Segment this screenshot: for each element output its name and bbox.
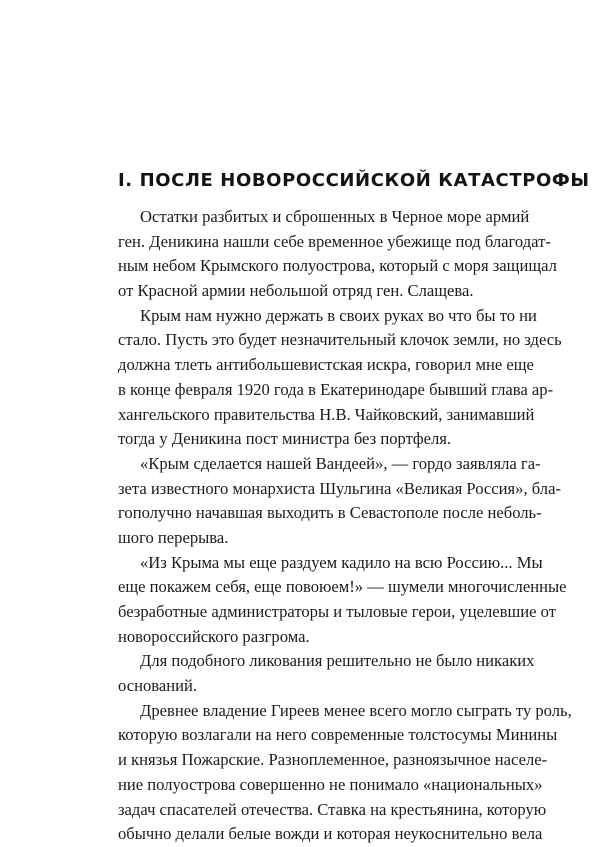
text-line: ние полуострова совершенно не понимало «национальных» (118, 774, 543, 794)
text-line: задач спасателей отечества. Ставка на крестьянина, которую (118, 799, 547, 819)
text-line: шого перерыва. (118, 527, 229, 547)
text-line: ным небом Крымского полуострова, который с моря защищал (118, 256, 557, 276)
text-line: гополучно начавшая выходить в Севастополе после неболь- (118, 503, 542, 523)
text-line: хангельского правительства Н.В. Чайковский, занимавший (118, 404, 535, 424)
text-line: Для подобного ликования решительно не было никаких (140, 651, 535, 671)
text-line: Остатки разбитых и сброшенных в Черное море армий (140, 207, 530, 226)
text-line: обычно делали белые вожди и которая неукоснительно вела (118, 824, 543, 844)
text-line: оснований. (118, 676, 198, 696)
text-line: и князья Пожарские. Разноплеменное, разноязычное населе- (118, 750, 548, 770)
text-line: в конце февраля 1920 года в Екатеринодаре бывший глава ар- (118, 379, 554, 399)
text-line: Крым нам нужно держать в своих руках во что бы то ни (140, 305, 537, 325)
text-line: «Из Крыма мы еще раздуем кадило на всю Россию... Мы (140, 552, 543, 572)
text-line: стало. Пусть это будет незначительный клочок земли, но здесь (118, 330, 562, 350)
chapter-body (118, 205, 572, 847)
text-line: безработные администраторы и тыловые герои, уцелевшие от (118, 602, 557, 621)
text-line: Древнее владение Гиреев менее всего могло сыграть ту роль, (140, 700, 572, 720)
text-line: тогда у Деникина пост министра без портфеля. (118, 429, 452, 449)
text-line: которую возлагали на него современные толстосумы Минины (118, 725, 558, 745)
text-line: от Красной армии небольшой отряд ген. Слащева. (118, 281, 474, 301)
text-line: еще покажем себя, еще повоюем!» — шумели многочисленные (118, 577, 567, 597)
text-line: «Крым сделается нашей Вандеей», — гордо заявляла га- (140, 453, 541, 473)
chapter-heading: I. ПОСЛЕ НОВОРОССИЙСКОЙ КАТАСТРОФЫ (118, 170, 590, 191)
text-line: должна тлеть антибольшевистская искра, говорил мне еще (118, 355, 534, 375)
text-line: новороссийского разгрома. (118, 626, 310, 646)
text-line: ген. Деникина нашли себе временное убежище под благодат- (118, 231, 551, 251)
text-line: зета известного монархиста Шульгина «Великая Россия», бла- (118, 478, 561, 498)
